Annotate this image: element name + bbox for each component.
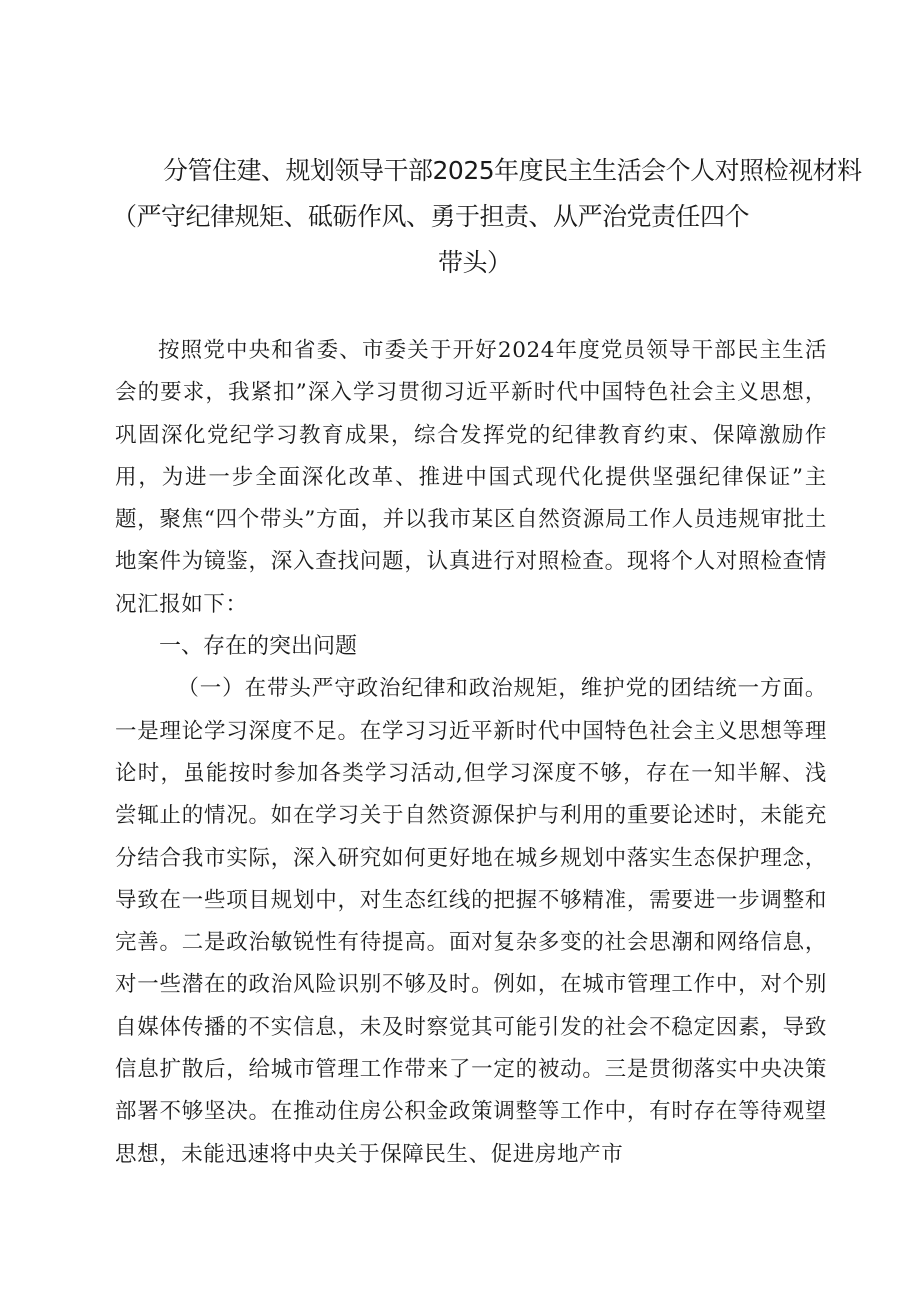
section-paragraph: （一）在带头严守政治纪律和政治规矩，维护党的团结统一方面。一是理论学习深度不足。在学习习近平新时代中国特色社会主义思想等理论时，虽能按时参加各类学习活动,但学习深度不够，存在一知半解、浅尝辄止的情况。如在学习关于自然资源保护与利用的重要论述时，未能充分结合我市实际，深入研究如何更好地在城乡规划中落实生态保护理念，导致在一些项目规划中，对生态红线的把握不够精准，需要进一步调整和完善。二是政治敏锐性有待提高。面对复杂多变的社会思潮和网络信息，对一些潜在的政治风险识别不够及时。例如，在城市管理工作中，对个别自媒体传播的不实信息，未及时察觉其可能引发的社会不稳定因素，导致信息扩散后，给城市管理工作带来了一定的被动。三是贯彻落实中央决策部署不够坚决。在推动住房公积金政策调整等工作中，有时存在等待观望思想，未能迅速将中央关于保障民生、促进房地产市 <box>115 676 827 1167</box>
document-title <box>0 148 920 286</box>
section-heading: 一、存在的突出问题 <box>159 634 358 660</box>
title-line-3: 带头） <box>438 248 512 277</box>
title-line-1: 分管住建、规划领导干部2025年度民主生活会个人对照检视材料 <box>163 156 862 185</box>
title-line-2: （严守纪律规矩、砥砺作风、勇于担责、从严治党责任四个 <box>112 202 750 231</box>
document-body <box>115 330 827 1176</box>
intro-paragraph: 按照党中央和省委、市委关于开好2024年度党员领导干部民主生活会的要求，我紧扣”深入学习贯彻习近平新时代中国特色社会主义思想，巩固深化党纪学习教育成果，综合发挥党的纪律教育约束、保障激励作用，为进一步全面深化改革、推进中国式现代化提供坚强纪律保证”主题，聚焦“四个带头”方面，并以我市某区自然资源局工作人员违规审批土地案件为镜鉴，深入查找问题，认真进行对照检查。现将个人对照检查情况汇报如下： <box>115 338 827 617</box>
